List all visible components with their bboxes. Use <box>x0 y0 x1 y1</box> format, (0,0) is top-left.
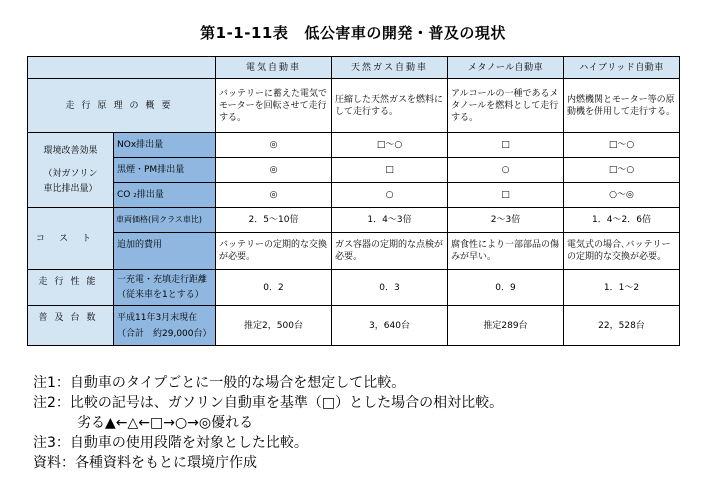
note-1: 注1：自動車のタイプごとに一般的な場合を想定して比較。 <box>33 375 406 391</box>
comparison-table <box>27 56 680 346</box>
cell-perf-cng: 0．3 <box>332 270 448 306</box>
cell-nox-cng: □～○ <box>332 133 448 158</box>
cell-price-ev: 2．5～10倍 <box>216 208 332 233</box>
cell-price-cng: 1．4～3倍 <box>332 208 448 233</box>
cell-principle-hybrid: 内燃機関とモーター等の原動機を併用して走行する。 <box>564 79 680 133</box>
cell-nox-hybrid: □～○ <box>564 133 680 158</box>
environment-label-line2: （対ガソリン <box>43 168 98 179</box>
table-title: 低公害車の開発・普及の現状 <box>304 24 506 42</box>
cell-co2-hybrid: ○～◎ <box>564 183 680 208</box>
cell-co2-methanol: □ <box>448 183 564 208</box>
sub-label-co2: CO ₂排出量 <box>114 183 216 208</box>
cell-extra-methanol: 腐食性により一部部品の傷みが早い。 <box>448 233 564 270</box>
row-label-performance: 走行性能 <box>28 270 114 306</box>
cell-adopt-cng: 3，640台 <box>332 306 448 346</box>
cell-principle-ev: バッテリーに蓄えた電気でモーターを回転させて走行する。 <box>216 79 332 133</box>
page-title <box>0 22 706 43</box>
cell-perf-hybrid: 1．1～2 <box>564 270 680 306</box>
col-header-ev: 電気自動車 <box>216 57 332 79</box>
adoption-sub-line2: （合計 約29,000台） <box>117 328 212 339</box>
table-header-row <box>28 57 680 79</box>
cell-adopt-methanol: 推定289台 <box>448 306 564 346</box>
row-label-principle: 走行原理の概要 <box>28 79 216 133</box>
table-row-adoption <box>28 306 680 346</box>
cell-adopt-ev: 推定2，500台 <box>216 306 332 346</box>
cell-extra-cng: ガス容器の定期的な点検が必要。 <box>332 233 448 270</box>
cell-pm-methanol: ○ <box>448 158 564 183</box>
note-2: 注2：比較の記号は、ガソリン自動車を基準（□）とした場合の相対比較。 <box>33 395 504 411</box>
cell-pm-cng: □ <box>332 158 448 183</box>
environment-label-line3: 車比排出量） <box>43 183 98 194</box>
environment-label-line1: 環境改善効果 <box>43 145 98 156</box>
sub-label-performance <box>114 270 216 306</box>
cell-price-methanol: 2～3倍 <box>448 208 564 233</box>
col-header-cng: 天然ガス自動車 <box>332 57 448 79</box>
cell-extra-hybrid: 電気式の場合､バッテリーの定期的な交換が必要。 <box>564 233 680 270</box>
cell-principle-methanol: アルコールの一種であるメタノールを燃料として走行する。 <box>448 79 564 133</box>
cell-co2-ev: ◎ <box>216 183 332 208</box>
source-note: 資料：各種資料をもとに環境庁作成 <box>33 455 257 471</box>
cell-price-hybrid: 1．4～2．6倍 <box>564 208 680 233</box>
performance-sub-line1: 一充電・充填走行距離 <box>117 274 208 285</box>
table-row-nox <box>28 133 680 158</box>
row-label-cost: コスト <box>28 208 114 270</box>
notes <box>33 373 693 473</box>
sub-label-pm: 黒煙・PM排出量 <box>114 158 216 183</box>
cell-extra-ev: バッテリーの定期的な交換が必要。 <box>216 233 332 270</box>
table-number: 第1-1-11表 <box>200 24 289 42</box>
cell-perf-ev: 0．2 <box>216 270 332 306</box>
sub-label-nox: NOx排出量 <box>114 133 216 158</box>
adoption-sub-line1: 平成11年3月末現在 <box>117 312 198 323</box>
cell-perf-methanol: 0．9 <box>448 270 564 306</box>
col-header-methanol: メタノール自動車 <box>448 57 564 79</box>
row-label-adoption: 普及台数 <box>28 306 114 346</box>
cell-nox-ev: ◎ <box>216 133 332 158</box>
cell-adopt-hybrid: 22，528台 <box>564 306 680 346</box>
cell-pm-hybrid: □～○ <box>564 158 680 183</box>
cell-nox-methanol: □ <box>448 133 564 158</box>
table-row-extra-cost <box>28 233 680 270</box>
performance-sub-line2: （従来車を1とする） <box>117 289 204 300</box>
cell-pm-ev: ◎ <box>216 158 332 183</box>
col-header-hybrid: ハイブリッド自動車 <box>564 57 680 79</box>
table-row-price <box>28 208 680 233</box>
note-2-scale: 劣る▲←△←□→○→◎優れる <box>77 415 254 431</box>
table-row-principle <box>28 79 680 133</box>
table-row-co2 <box>28 183 680 208</box>
cell-principle-cng: 圧縮した天然ガスを燃料にして走行する。 <box>332 79 448 133</box>
table-row-performance <box>28 270 680 306</box>
note-3: 注3：自動車の使用段階を対象とした比較。 <box>33 435 308 451</box>
sub-label-adoption <box>114 306 216 346</box>
table-row-pm <box>28 158 680 183</box>
sub-label-extra-cost: 追加的費用 <box>114 233 216 270</box>
row-label-environment <box>28 133 114 208</box>
cell-co2-cng: ○ <box>332 183 448 208</box>
header-corner <box>28 57 216 79</box>
sub-label-price: 車両価格(同クラス車比) <box>114 208 216 233</box>
